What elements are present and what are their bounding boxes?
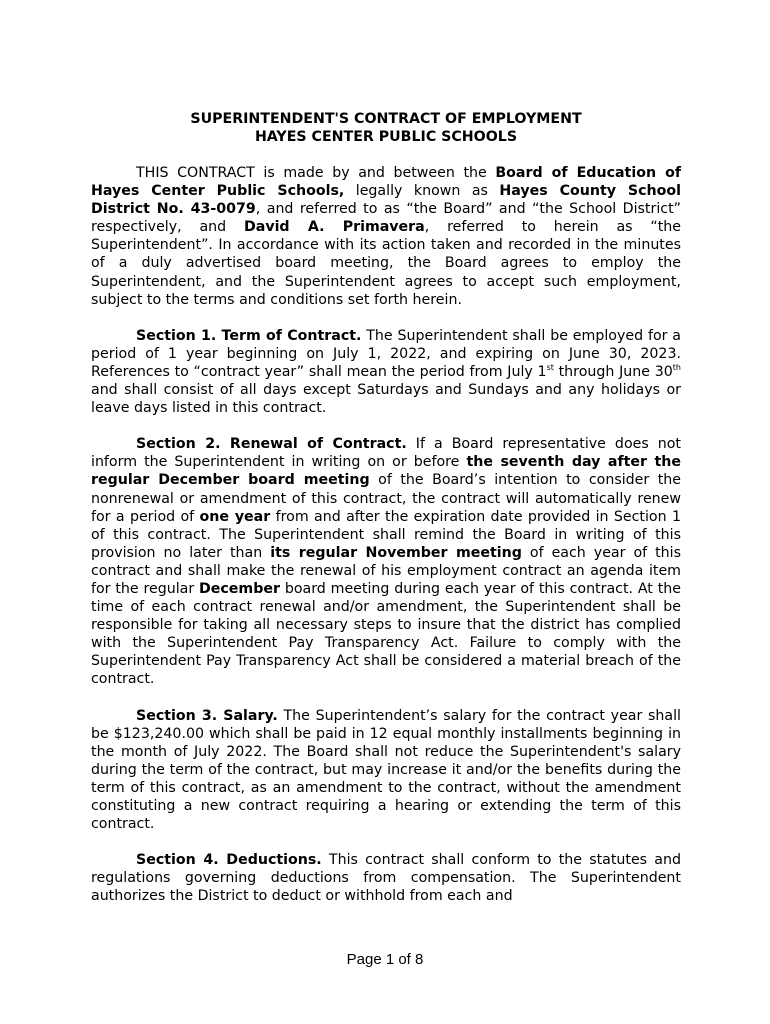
intro-text-1: THIS CONTRACT is made by and between the bbox=[136, 165, 496, 181]
section-4-text-1: This contract shall conform to the statutes and regulations governing deductions from compensation. The Superintendent authorizes the District to deduct or withhold from each and bbox=[91, 852, 681, 905]
section-2-text-4: of each year of this contract and shall make the renewal of his employment contract an agenda item for the regular bbox=[91, 544, 682, 597]
section-2-text-1: If a Board representative does not inform the Superintendent in writing on or before bbox=[91, 436, 681, 471]
section-2-text-5: board meeting during each year of this contract. At the time of each contract renewal and/or amendment, the Superintendent shall be responsible for taking all necessary steps to insure that the district has complied with the Superintendent Pay Transparency Act. Failure to comply with the Superintendent Pay Transparency Act shall be considered a material breach of the contract. bbox=[91, 580, 681, 688]
section-3-paragraph bbox=[91, 707, 681, 834]
intro-paragraph bbox=[91, 164, 681, 309]
section-1-text-2: through June 30 bbox=[553, 363, 673, 380]
section-3-text-1: The Superintendent’s salary for the contract year shall be $123,240.00 which shall be paid in 12 equal monthly installments beginning in the month of July 2022. The Board shall not reduce the Superintendent's salary during the term of the contract, but may increase it and/or the benefits during the term of this contract, as an amendment to the contract, without the amendment constituting a new contract requiring a hearing or extending the term of this contract. bbox=[91, 707, 681, 833]
section-1-heading: Section 1. Term of Contract. bbox=[136, 327, 362, 344]
section-2-text-3: from and after the expiration date provided in Section 1 of this contract. The Superintendent shall remind the Board in writing of this provision no later than bbox=[91, 508, 681, 561]
section-1-sup-th: th bbox=[672, 362, 681, 372]
section-2-bold-4: December bbox=[199, 580, 280, 597]
district-name: Hayes County School District No. 43-0079 bbox=[91, 183, 681, 218]
section-4-paragraph bbox=[91, 851, 681, 905]
document-page bbox=[91, 110, 681, 905]
section-1-sup-st: st bbox=[546, 362, 554, 372]
document-title-line-1: SUPERINTENDENT'S CONTRACT OF EMPLOYMENT bbox=[190, 111, 582, 127]
section-1-paragraph bbox=[91, 327, 681, 417]
section-2-bold-3: its regular November meeting bbox=[270, 544, 522, 561]
section-2-bold-2: one year bbox=[199, 508, 271, 525]
section-4-heading: Section 4. Deductions. bbox=[136, 852, 322, 869]
section-1-text-1: The Superintendent shall be employed for a period of 1 year beginning on July 1, 2022, and expiring on June 30, 2023. References to “contract year” shall mean the period from July 1 bbox=[91, 327, 681, 380]
section-2-bold-1: the seventh day after the regular December board meeting bbox=[91, 454, 681, 489]
section-2-text-2: of the Board’s intention to consider the nonrenewal or amendment of this contract, the contract will automatically renew for a period of bbox=[91, 472, 681, 525]
section-1-text-3: and shall consist of all days except Saturdays and Sundays and any holidays or leave days listed in this contract. bbox=[91, 382, 681, 417]
section-2-paragraph bbox=[91, 435, 681, 688]
board-name: Board of Education of Hayes Center Public Schools, bbox=[91, 165, 681, 200]
section-2-heading: Section 2. Renewal of Contract. bbox=[136, 436, 407, 453]
intro-text-4: , referred to herein as “the Superintendent”. In accordance with its action taken and recorded in the minutes of a duly advertised board meeting, the Board agrees to employ the Superintendent, and the Superintendent agrees to accept such employment, subject to the terms and conditions set forth herein. bbox=[91, 219, 681, 308]
section-3-heading: Section 3. Salary. bbox=[136, 707, 278, 724]
superintendent-name: David A. Primavera bbox=[243, 219, 425, 236]
intro-text-2: legally known as bbox=[344, 183, 500, 200]
document-title-line-2: HAYES CENTER PUBLIC SCHOOLS bbox=[254, 129, 518, 145]
intro-text-3: , and referred to as “the Board” and “the School District” respectively, and bbox=[91, 201, 681, 236]
page-number: Page 1 of 8 bbox=[346, 951, 424, 968]
